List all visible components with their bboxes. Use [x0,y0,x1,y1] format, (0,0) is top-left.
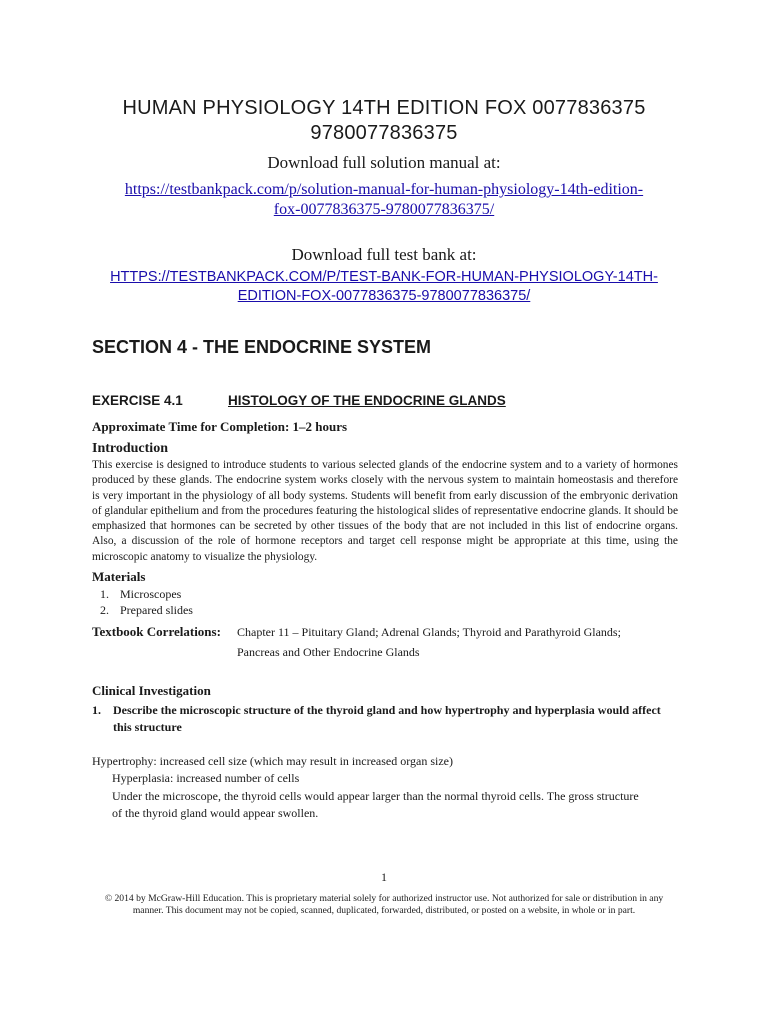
copyright-notice [88,893,680,917]
list-item [92,587,193,603]
textbook-correlations-label: Textbook Correlations: [92,624,221,639]
textbook-correlations-line-2: Pancreas and Other Endocrine Glands [237,645,420,659]
title-line-2: 9780077836375 [310,122,458,144]
list-item-text: Microscopes [120,587,182,601]
textbook-correlations [92,624,621,640]
exercise-heading [92,392,552,409]
solution-manual-link-line-2[interactable]: fox-0077836375-9780077836375/ [273,201,495,218]
title-line-1: HUMAN PHYSIOLOGY 14TH EDITION FOX 0077836375 [122,97,646,119]
solution-manual-label: Download full solution manual at: [267,153,501,172]
list-item-number: 1. [100,587,109,601]
exercise-number: EXERCISE 4.1 [92,393,183,408]
test-bank-link[interactable] [80,268,688,306]
introduction-heading: Introduction [92,441,168,456]
clinical-investigation-heading: Clinical Investigation [92,683,211,698]
list-item-text: Prepared slides [120,602,193,617]
test-bank-link-line-2[interactable]: EDITION-FOX-0077836375-9780077836375/ [237,288,531,304]
textbook-correlations-line-1: Chapter 11 – Pituitary Gland; Adrenal Glands; Thyroid and Parathyroid Glands; [237,625,621,639]
completion-time: Approximate Time for Completion: 1–2 hours [92,419,348,434]
question-text: Describe the microscopic structure of the thyroid gland and how hypertrophy and hyperplasia would affect this structure [113,703,661,734]
solution-manual-link[interactable] [80,180,688,220]
answer-microscope-line-1: Under the microscope, the thyroid cells would appear larger than the normal thyroid cells. The gross structure [112,789,639,803]
materials-list [92,587,193,618]
answer-microscope-line-2: of the thyroid gland would appear swollen. [112,806,319,820]
answer-hyperplasia: Hyperplasia: increased number of cells [112,771,300,785]
page-number: 1 [381,870,387,884]
introduction-body: This exercise is designed to introduce students to various selected glands of the endocrine system and to a variety of hormones produced by these glands. The endocrine system works closely with the nervous system to maintain homeostasis and therefore is very important in the physiology of all body systems. Students will benefit from early discussion of the embryonic derivation of glandular epithelium and from the procedures featuring the histological slides of representative endocrine glands. It should be emphasized that hormones can be secreted by other tissues of the body that are not included in this list of endocrine organs. Also, a discussion of the role of hormone receptors and target cell response might be appropriate at this time, using the microscopic anatomy to visualize the physiology. [92,459,678,563]
test-bank-label: Download full test bank at: [291,245,477,264]
test-bank-link-line-1[interactable]: HTTPS://TESTBANKPACK.COM/P/TEST-BANK-FOR-HUMAN-PHYSIOLOGY-14TH- [110,269,658,285]
document-title [60,96,708,146]
section-title: SECTION 4 - THE ENDOCRINE SYSTEM [92,337,432,357]
materials-heading: Materials [92,569,146,584]
answer-hypertrophy: Hypertrophy: increased cell size (which may result in increased organ size) [92,754,453,768]
copyright-line-2: manner. This document may not be copied, scanned, duplicated, forwarded, distributed, or posted on a website, in whole or in part. [132,905,636,916]
copyright-line-1: © 2014 by McGraw-Hill Education. This is proprietary material solely for authorized instructor use. Not authorized for sale or distribution in any [104,893,664,904]
solution-manual-link-line-1[interactable]: https://testbankpack.com/p/solution-manual-for-human-physiology-14th-edition- [124,181,644,198]
question-number: 1. [92,703,101,717]
question-1 [92,702,672,736]
exercise-title: HISTOLOGY OF THE ENDOCRINE GLANDS [228,393,506,408]
list-item [92,603,193,619]
list-item-number: 2. [100,602,109,617]
